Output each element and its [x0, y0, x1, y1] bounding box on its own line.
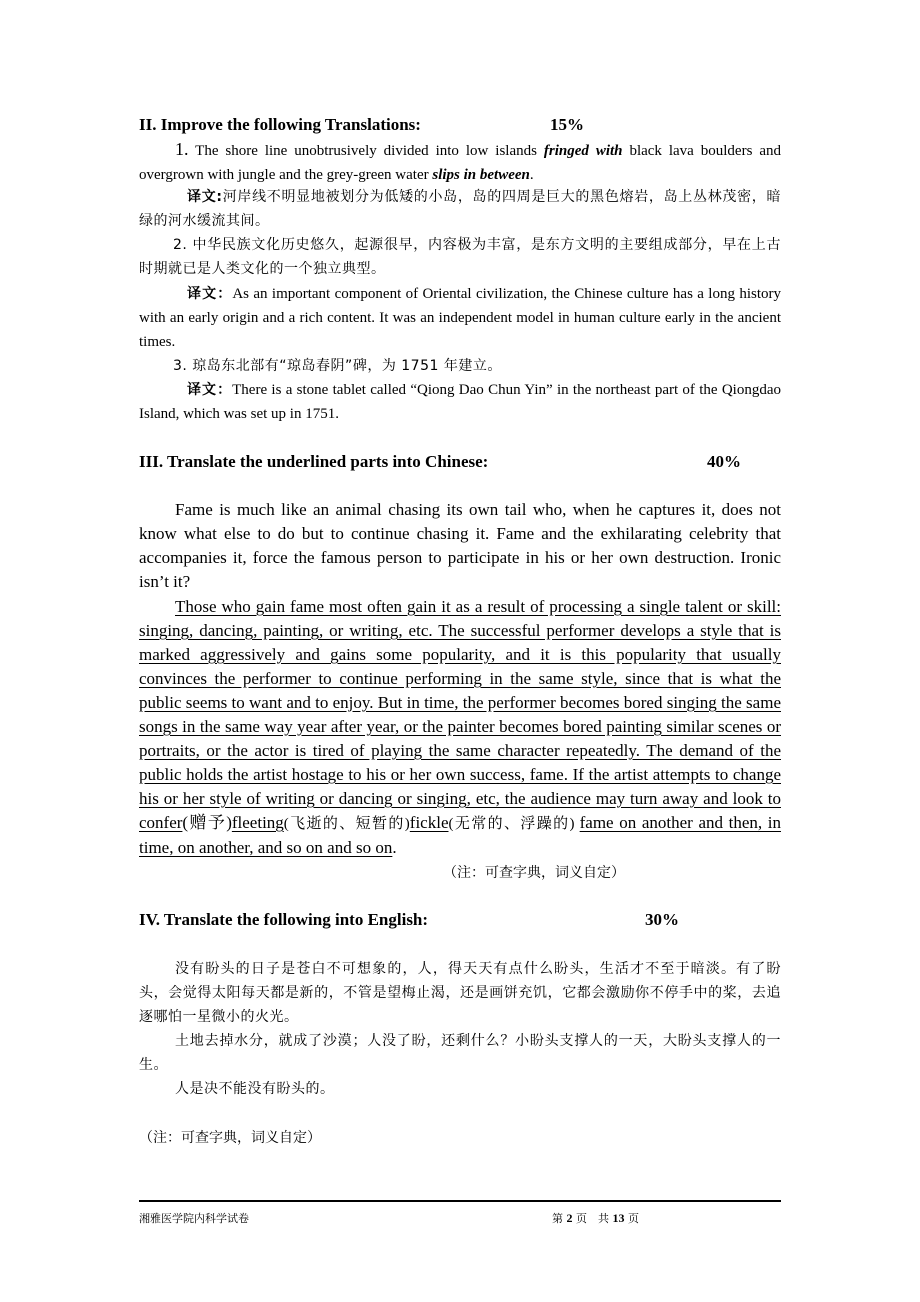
footer-rule [139, 1200, 781, 1202]
section-4-heading [139, 909, 679, 931]
footer-page-total: 13 [612, 1211, 625, 1225]
item-1-text-c: black lava boulders and overgrown with jungle and the grey-green water [139, 143, 782, 183]
section-3-heading [139, 451, 741, 473]
item-1-phrase-fringed-with: fringed with [543, 143, 623, 159]
translation-label: 译文: [187, 189, 223, 205]
section-4-title: IV. Translate the following into English: [139, 910, 429, 929]
item-1-translation [139, 185, 781, 233]
word-fleeting: fleeting [231, 813, 284, 832]
underlined-passage-end: fame on another and then, in time, on another, and so on and so on [139, 813, 781, 857]
section-4-note: （注：可查字典，词义自定） [139, 1130, 321, 1146]
word-fickle: fickle [409, 813, 449, 832]
footer-page-suffix: 页 [624, 1212, 639, 1225]
section-3-title: III. Translate the underlined parts into Chinese: [139, 452, 489, 471]
footer-page-prefix: 第 [552, 1212, 567, 1225]
footer-title: 湘雅医学院内科学试卷 [139, 1212, 249, 1225]
section-2-percent: 15% [550, 115, 584, 134]
passage-period: . [392, 838, 397, 857]
item-1-number: 1. [175, 139, 189, 159]
gloss-fickle: (无常的、浮躁的) [448, 816, 580, 832]
section-3-percent: 40% [707, 452, 741, 471]
chinese-paragraph-2: 土地去掉水分，就成了沙漠；人没了盼，还剩什么？小盼头支撑人的一天，大盼头支撑人的一生。 [139, 1033, 781, 1073]
passage-paragraph-2 [139, 595, 781, 860]
chinese-paragraph-3: 人是决不能没有盼头的。 [175, 1081, 335, 1097]
item-2-translation [139, 282, 781, 354]
section-4-percent: 30% [645, 910, 679, 929]
item-3-translation-text: There is a stone tablet called “Qiong Dao Chun Yin” in the northeast part of the Qiongdao Island, which was set up in 1751. [139, 382, 782, 422]
item-3: 3. 琼岛东北部有“琼岛春阴”碑，为 1751 年建立。 [173, 358, 502, 374]
footer-page-info [552, 1210, 639, 1226]
underlined-passage: Those who gain fame most often gain it as a result of processing a single talent or skill: singing, dancing, painting, or writing, etc. The successful performer develops a style that is marked aggressively and gains some popularity, and it is this popularity that usually convinces the performer to continue performing in the same style, since that is what the public seems to want and to enjoy. But in time, the performer becomes bored singing the same songs in the same way year after year, or the painter becomes bored painting similar scenes or portraits, or the actor is tired of playing the same character repeatedly. The demand of the public holds the artist hostage to his or her own success, fame. If the artist attempts to change his or her style of writing or dancing or singing, etc, the audience may turn away and look to confer [139, 597, 781, 832]
translation-label: 译文： [187, 382, 233, 398]
chinese-paragraph-1: 没有盼头的日子是苍白不可想象的，人，得天天有点什么盼头，生活才不至于暗淡。有了盼头，会觉得太阳每天都是新的，不管是望梅止渴，还是画饼充饥，它都会激励你不停手中的桨，去追逐哪怕一星微小的火光。 [139, 961, 781, 1025]
section-2-heading [139, 114, 584, 136]
section-3-note: （注：可查字典，词义自定） [443, 865, 625, 881]
gloss-fleeting: (飞逝的、短暂的) [283, 816, 410, 832]
translation-label: 译文： [187, 286, 233, 302]
footer-page-number: 2 [566, 1211, 573, 1225]
item-1-text-a: The shore line unobtrusively divided into low islands [188, 143, 544, 159]
footer-page-mid: 页 共 [572, 1212, 613, 1225]
passage-paragraph-1: Fame is much like an animal chasing its own tail who, when he captures it, does not know what else to do but to continue chasing it. Fame and the exhilarating celebrity that accompanies it, force the famous person to participate in his or her own destruction. Ironic isn’t it? [139, 500, 781, 591]
item-3-translation [139, 378, 781, 426]
item-1-translation-text: 河岸线不明显地被划分为低矮的小岛，岛的四周是巨大的黑色熔岩，岛上丛林茂密，暗绿的河水缓流其间。 [139, 189, 781, 229]
section-2-title: II. Improve the following Translations: [139, 115, 421, 134]
item-2-translation-text: As an important component of Oriental civilization, the Chinese culture has a long history with an early origin and a rich content. It was an independent model in human culture early in the ancient times. [139, 286, 782, 350]
item-1-phrase-slips-in-between: slips in between [432, 167, 530, 183]
item-1 [139, 137, 781, 187]
gloss-confer: (赠予) [182, 813, 232, 832]
item-2: 2. 中华民族文化历史悠久，起源很早，内容极为丰富，是东方文明的主要组成部分，早在上古时期就已是人类文化的一个独立典型。 [139, 237, 781, 277]
item-1-text-e: . [529, 167, 534, 183]
